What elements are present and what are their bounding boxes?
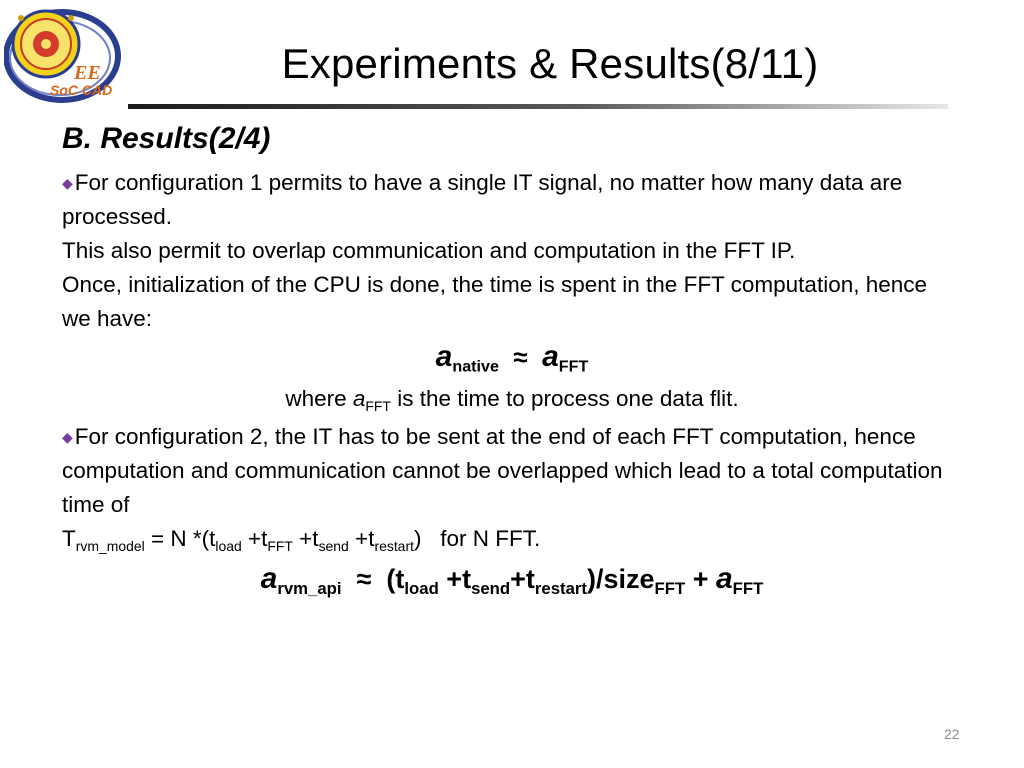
- slide-title: Experiments & Results(8/11): [281, 40, 819, 87]
- approx-symbol: ≈: [513, 342, 528, 372]
- paragraph-config2: [62, 420, 952, 556]
- eq-part: +: [685, 564, 716, 594]
- bullet-text: For configuration 2, the IT has to be sent at the end of each FFT computation, hence computation and communication cannot be overlapped which lead to a total computation time of: [62, 424, 943, 517]
- formula-part: +t: [292, 526, 319, 551]
- eq-symbol: a: [260, 562, 278, 595]
- where-clause: [0, 386, 1024, 412]
- diamond-bullet-icon: ◆: [62, 175, 73, 191]
- formula-subscript: send: [318, 537, 349, 554]
- where-text: is the time to process one data flit.: [390, 386, 739, 411]
- eq-part: (t: [386, 564, 405, 594]
- formula-part: +t: [348, 526, 375, 551]
- eq-subscript: FFT: [732, 578, 764, 598]
- logo-ee-text: EE: [74, 62, 101, 84]
- text-line: Once, initialization of the CPU is done, the time is spent in the FFT computation, hence we have:: [62, 272, 928, 331]
- approx-symbol: ≈: [356, 564, 372, 594]
- paragraph-config1: [62, 166, 962, 336]
- formula-subscript: rvm_model: [75, 537, 145, 554]
- page-number: 22: [944, 726, 960, 742]
- section-subheading: B. Results(2/4): [62, 122, 271, 155]
- eq-subscript: load: [404, 578, 439, 598]
- eq-symbol: a: [542, 340, 559, 373]
- eq-symbol: a: [352, 386, 366, 411]
- formula-subscript: FFT: [267, 537, 293, 554]
- eq-subscript: native: [452, 357, 499, 376]
- eq-subscript: FFT: [558, 357, 589, 376]
- eq-subscript: FFT: [654, 578, 686, 598]
- t-formula-line: [62, 522, 952, 556]
- text-line: This also permit to overlap communication and computation in the FFT IP.: [62, 238, 796, 263]
- bullet-text: For configuration 1 permits to have a single IT signal, no matter how many data are processed.: [62, 170, 903, 229]
- formula-part: T: [62, 526, 76, 551]
- eq-subscript: rvm_api: [277, 578, 342, 598]
- equation-native: [0, 340, 1024, 374]
- formula-subscript: load: [215, 537, 242, 554]
- formula-part: for N FFT.: [440, 526, 541, 551]
- formula-part: = N *(t: [144, 526, 216, 551]
- formula-subscript: restart: [374, 537, 414, 554]
- equation-rvm-api: [0, 562, 1024, 596]
- eq-subscript: restart: [534, 578, 587, 598]
- logo-soc-cad-text: SoC CAD: [50, 82, 113, 98]
- eq-part: +t: [438, 564, 472, 594]
- eq-part: )/size: [586, 564, 655, 594]
- title-underline: [128, 104, 948, 109]
- bullet-item-config1: [62, 166, 962, 234]
- formula-part: ): [413, 526, 422, 551]
- eq-subscript: FFT: [365, 397, 391, 414]
- diamond-bullet-icon: ◆: [62, 429, 73, 445]
- eq-part: +t: [510, 564, 535, 594]
- formula-part: +t: [241, 526, 268, 551]
- eq-subscript: send: [471, 578, 511, 598]
- eq-symbol: a: [715, 562, 733, 595]
- where-text: where: [285, 386, 353, 411]
- eq-symbol: a: [435, 340, 453, 373]
- bullet-item-config2: [62, 420, 952, 522]
